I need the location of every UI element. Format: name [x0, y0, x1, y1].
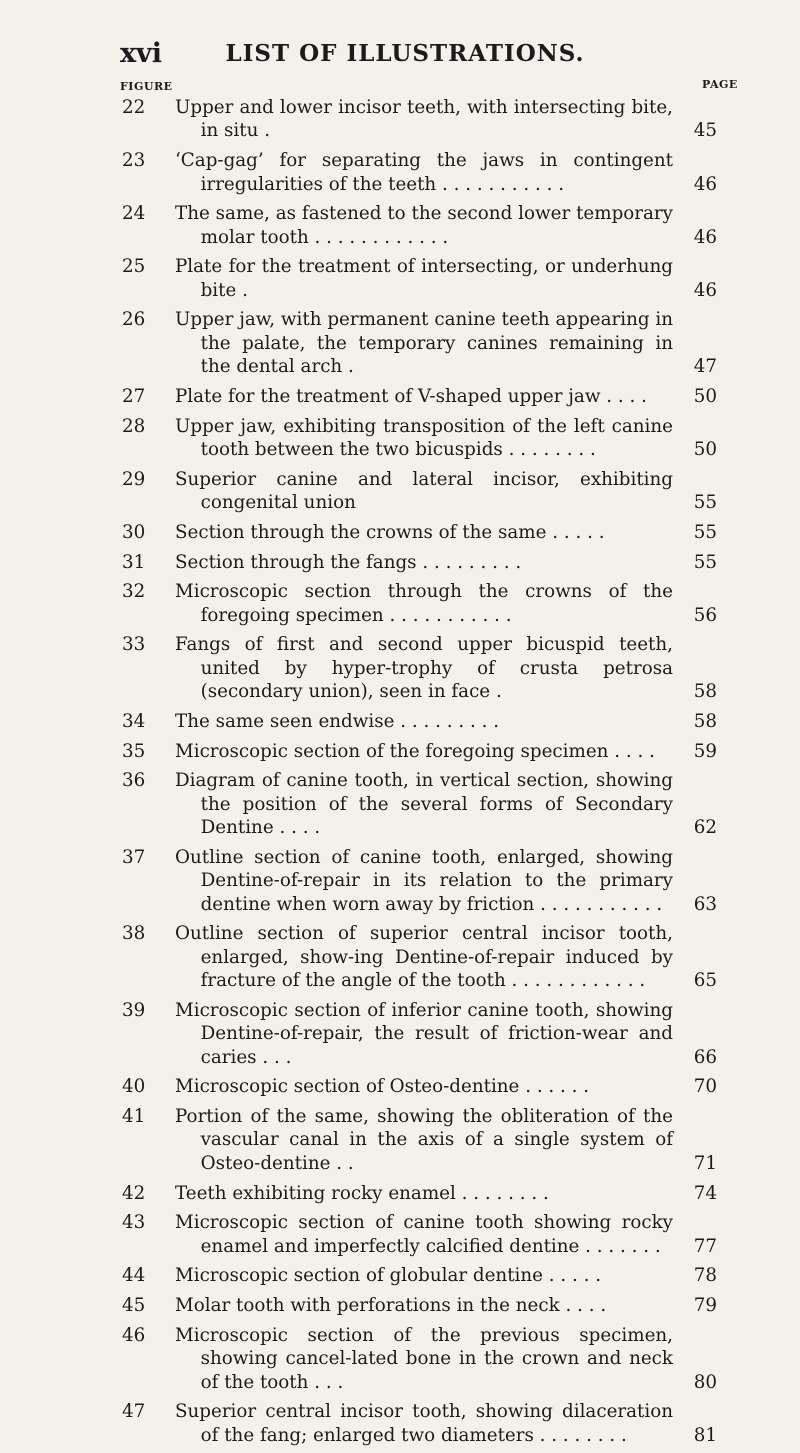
figure-number: 23 [122, 150, 146, 172]
figure-page: 70 [693, 1076, 717, 1098]
figure-caption: Section through the crowns of the same . . . . . [175, 521, 605, 543]
figure-page: 81 [693, 1424, 717, 1446]
page-header [0, 36, 800, 76]
figure-caption: Upper jaw, exhibiting transposition of the left canine tooth between the two bicuspids . . . . . . . . [175, 415, 673, 461]
figure-number: 42 [122, 1182, 146, 1204]
list-item [0, 769, 800, 839]
figure-page: 46 [693, 173, 717, 195]
figure-caption: Microscopic section of Osteo-dentine . . . . . . [175, 1076, 590, 1098]
figure-page: 46 [693, 279, 717, 301]
figure-number: 40 [122, 1076, 146, 1098]
figure-page: 47 [693, 356, 717, 378]
list-item [0, 1182, 800, 1205]
list-item [0, 1324, 800, 1394]
page-column-label: PAGE [702, 78, 738, 91]
figure-number: 22 [122, 97, 146, 118]
figure-number: 47 [122, 1401, 146, 1423]
figure-page: 58 [693, 681, 717, 703]
list-item [0, 1211, 800, 1258]
figure-caption: Fangs of first and second upper bicuspid teeth, united by hyper-trophy of crusta petrosa (secondary union), seen in face . [175, 634, 673, 703]
running-head: LIST OF ILLUSTRATIONS. [225, 40, 585, 67]
figure-caption: Plate for the treatment of intersecting, or underhung bite . [175, 256, 673, 301]
figure-caption: Portion of the same, showing the obliteration of the vascular canal in the axis of a single system of Osteo-dentine . . [175, 1106, 673, 1174]
list-item [0, 1264, 800, 1287]
figure-page: 74 [693, 1182, 717, 1204]
figure-caption: Outline section of superior central incisor tooth, enlarged, show-ing Dentine-of-repair induced by fracture of the angle of the tooth . . . . . . . . . . . . [175, 923, 673, 992]
figure-number: 45 [122, 1295, 146, 1317]
figure-page: 55 [693, 551, 717, 573]
figure-page: 55 [693, 492, 717, 514]
list-item [0, 1105, 800, 1175]
list-item [0, 149, 800, 196]
list-item [0, 468, 800, 515]
figure-caption: Microscopic section of the foregoing specimen . . . . [175, 740, 655, 762]
figure-number: 29 [122, 468, 146, 490]
figure-number: 27 [122, 385, 146, 407]
figure-caption: Molar tooth with perforations in the neck . . . . [175, 1295, 607, 1317]
figure-caption: Superior canine and lateral incisor, exhibiting congenital union [175, 468, 673, 514]
figure-caption: Microscopic section of the previous specimen, showing cancel-lated bone in the crown and neck of the tooth . . . [175, 1324, 673, 1393]
list-item [0, 999, 800, 1069]
figure-page: 78 [693, 1265, 717, 1287]
figure-number: 38 [122, 923, 146, 945]
figure-number: 39 [122, 999, 146, 1021]
list-item [0, 96, 800, 143]
figure-page: 59 [693, 740, 717, 762]
figure-caption: Microscopic section of globular dentine . . . . . [175, 1265, 602, 1287]
figure-page: 79 [693, 1295, 717, 1317]
figure-page: 80 [693, 1371, 717, 1393]
figure-caption: Upper and lower incisor teeth, with intersecting bite, in situ . [175, 97, 673, 142]
figure-caption: Outline section of canine tooth, enlarged, showing Dentine-of-repair in its relation to the primary dentine when worn away by friction . . . . . . . . . . . [175, 846, 673, 915]
list-item [0, 255, 800, 302]
figure-caption: Teeth exhibiting rocky enamel . . . . . . . . [175, 1182, 549, 1204]
list-item [0, 740, 800, 763]
figure-page: 46 [693, 226, 717, 248]
figure-caption: Plate for the treatment of V-shaped upper jaw . . . . [175, 385, 647, 407]
figure-caption: Diagram of canine tooth, in vertical section, showing the position of the several forms of Secondary Dentine . . . . [175, 770, 673, 839]
figure-caption: Microscopic section of canine tooth showing rocky enamel and imperfectly calcified dentine . . . . . . . [175, 1212, 673, 1257]
figure-page: 56 [693, 604, 717, 626]
list-item [0, 415, 800, 462]
list-item [0, 1075, 800, 1098]
figure-number: 41 [122, 1106, 146, 1128]
figure-caption: Upper jaw, with permanent canine teeth appearing in the palate, the temporary canines remaining in the dental arch . [175, 309, 673, 378]
figure-page: 65 [693, 970, 717, 992]
list-item [0, 846, 800, 916]
list-item [0, 710, 800, 733]
figure-number: 34 [122, 710, 146, 732]
list-item [0, 521, 800, 544]
figure-number: 35 [122, 740, 146, 762]
figure-caption: Superior central incisor tooth, showing dilaceration of the fang; enlarged two diameters . . . . . . . . [175, 1401, 673, 1446]
figure-caption: The same, as fastened to the second lower temporary molar tooth . . . . . . . . . . . . [175, 203, 673, 248]
figure-number: 44 [122, 1265, 146, 1287]
list-item [0, 1400, 800, 1447]
figure-number: 30 [122, 521, 146, 543]
figure-number: 33 [122, 634, 146, 656]
illustrations-list [0, 96, 800, 1453]
figure-page: 50 [693, 385, 717, 407]
figure-caption: The same seen endwise . . . . . . . . . [175, 710, 500, 732]
list-item [0, 202, 800, 249]
figure-page: 45 [693, 120, 717, 142]
figure-number: 26 [122, 309, 146, 331]
figure-page: 50 [693, 439, 717, 461]
figure-caption: ‘Cap-gag’ for separating the jaws in contingent irregularities of the teeth . . . . . . . . . . . [175, 150, 673, 195]
figure-number: 25 [122, 256, 146, 278]
figure-number: 31 [122, 551, 146, 573]
figure-number: 46 [122, 1324, 146, 1346]
figure-number: 43 [122, 1212, 146, 1234]
figure-number: 32 [122, 581, 146, 603]
list-item [0, 308, 800, 378]
figure-page: 77 [693, 1235, 717, 1257]
figure-number: 37 [122, 846, 146, 868]
list-item [0, 1294, 800, 1317]
list-item [0, 633, 800, 703]
figure-page: 71 [693, 1152, 717, 1174]
figure-column-label: FIGURE [120, 80, 173, 93]
figure-page: 58 [693, 710, 717, 732]
figure-number: 36 [122, 770, 146, 792]
list-item [0, 385, 800, 408]
figure-caption: Section through the fangs . . . . . . . . . [175, 551, 522, 573]
figure-number: 24 [122, 203, 146, 225]
figure-caption: Microscopic section through the crowns of the foregoing specimen . . . . . . . . . . . [175, 581, 673, 626]
list-item [0, 551, 800, 574]
figure-page: 63 [693, 893, 717, 915]
figure-page: 55 [693, 521, 717, 543]
figure-page: 66 [693, 1046, 717, 1068]
list-item [0, 922, 800, 992]
list-item [0, 580, 800, 627]
page-number: xvi [120, 38, 163, 69]
figure-number: 28 [122, 415, 146, 437]
figure-caption: Microscopic section of inferior canine tooth, showing Dentine-of-repair, the result of friction-wear and caries . . . [175, 999, 673, 1068]
figure-page: 62 [693, 817, 717, 839]
